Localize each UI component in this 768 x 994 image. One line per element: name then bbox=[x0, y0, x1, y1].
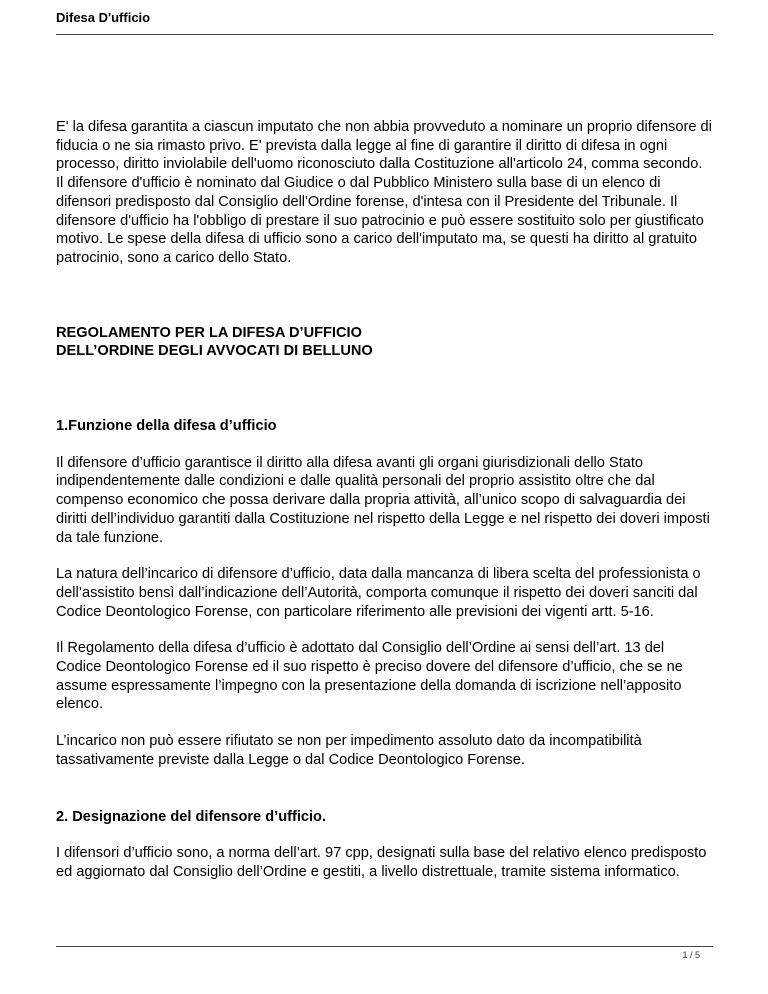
document-header-title: Difesa D'ufficio bbox=[56, 10, 151, 25]
regulation-title-line-2: DELL’ORDINE DEGLI AVVOCATI DI BELLUNO bbox=[56, 343, 373, 360]
regulation-title bbox=[56, 324, 713, 361]
section-1-paragraph: Il difensore d’ufficio garantisce il diritto alla difesa avanti gli organi giurisdizionali dello Stato indipendentemente dalle condizioni e dalle qualità personali del proprio assistito oltre che dal compenso economico che possa derivare dalla propria attività, all’unico scopo di salvaguardia dei diritti dell’individuo garantiti dalla Costituzione nel rispetto della Legge e nel rispetto dei doveri imposti da tale funzione. bbox=[56, 454, 710, 546]
section-1-title: 1.Funzione della difesa d’ufficio bbox=[56, 418, 277, 435]
document-body bbox=[56, 118, 713, 900]
section-1-paragraph: L’incarico non può essere rifiutato se non per impedimento assoluto dato da incompatibilità tassativamente previste dalla Legge o dal Codice Deontologico Forense. bbox=[56, 733, 642, 768]
intro-paragraph: E' la difesa garantita a ciascun imputato che non abbia provveduto a nominare un proprio difensore di fiducia o ne sia rimasto privo. E' prevista dalla legge al fine di garantire il diritto di difesa in ogni processo, diritto inviolabile dell'uomo riconosciuto dalla Costituzione all'articolo 24, comma secondo. Il difensore d'ufficio è nominato dal Giudice o dal Pubblico Ministero sulla base di un elenco di difensori predisposto dal Consiglio dell'Ordine forense, d'intesa con il Presidente del Tribunale. Il difensore d'ufficio ha l'obbligo di prestare il suo patrocinio e può essere sostituito solo per giustificato motivo. Le spese della difesa di ufficio sono a carico dell'imputato ma, se questi ha diritto al gratuito patrocinio, sono a carico dello Stato. bbox=[56, 119, 712, 266]
section-1-paragraph: Il Regolamento della difesa d’ufficio è adottato dal Consiglio dell’Ordine ai sensi dell’art. 13 del Codice Deontologico Forense ed il suo rispetto è preciso dovere del difensore d’ufficio, che se ne assume espressamente l’impegno con la presentazione della domanda di iscrizione nell’apposito elenco. bbox=[56, 640, 683, 713]
section-2-title: 2. Designazione del difensore d’ufficio. bbox=[56, 808, 327, 825]
section-1-paragraph: La natura dell’incarico di difensore d’ufficio, data dalla mancanza di libera scelta del professionista o dell’assistito bensì dall’indicazione dell’Autorità, comporta comunque il rispetto dei doveri sanciti dal Codice Deontologico Forense, con particolare riferimento alle previsioni dei vigenti artt. 5-16. bbox=[56, 566, 701, 620]
page-number: 1 / 5 bbox=[682, 950, 700, 960]
regulation-title-line-1: REGOLAMENTO PER LA DIFESA D’UFFICIO bbox=[56, 324, 362, 341]
section-2-paragraph: I difensori d’ufficio sono, a norma dell’art. 97 cpp, designati sulla base del relativo elenco predisposto ed aggiornato dal Consiglio dell’Ordine e gestiti, a livello distrettuale, tramite sistema informatico. bbox=[56, 845, 707, 880]
footer-divider bbox=[56, 946, 713, 947]
header-divider bbox=[56, 34, 713, 35]
